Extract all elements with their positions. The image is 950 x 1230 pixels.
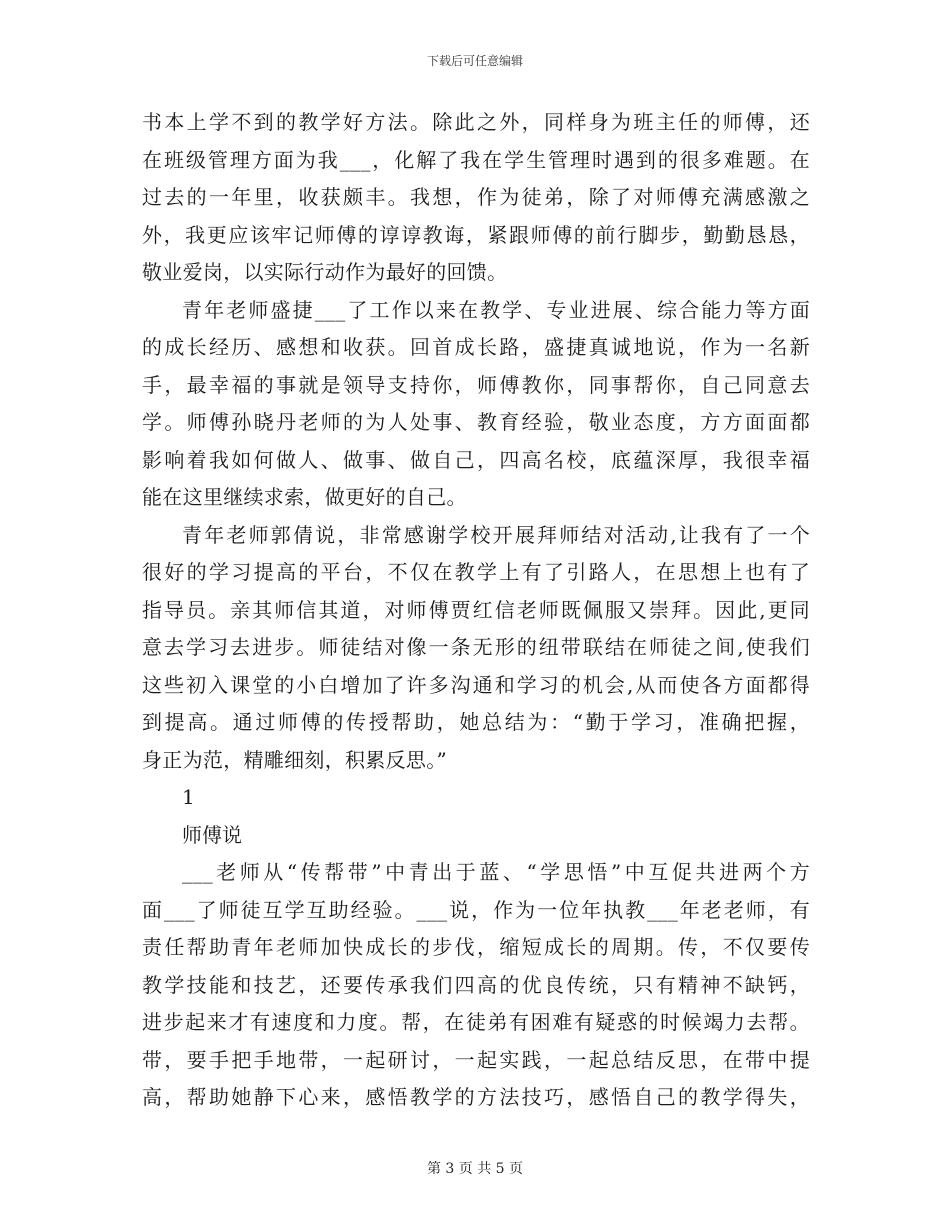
paragraph-3	[142, 517, 810, 780]
text-line: 学。师傅孙晓丹老师的为人处事、教育经验，敬业态度，方方面面都	[142, 410, 810, 434]
text-line: ___老师从“传帮带”中青出于蓝、“学思悟”中互促共进两个方	[182, 860, 810, 884]
text-line: 意去学习去进步。师徒结对像一条无形的纽带联结在师徒之间,使我们	[142, 635, 810, 659]
text-line: 在班级管理方面为我___，化解了我在学生管理时遇到的很多难题。在	[142, 147, 810, 172]
section-heading: 师傅说	[182, 822, 242, 847]
text-line: 责任帮助青年老师加快成长的步伐，缩短成长的周期。传，不仅要传	[142, 935, 810, 959]
text-line: 高，帮助她静下心来，感悟教学的方法技巧，感悟自己的教学得失，	[142, 1085, 810, 1109]
paragraph-2	[142, 292, 810, 517]
text-line: 书本上学不到的教学好方法。除此之外，同样身为班主任的师傅，还	[142, 110, 810, 134]
text-line: 教学技能和技艺，还要传承我们四高的优良传统，只有精神不缺钙，	[142, 972, 810, 997]
page-footer: 第 3 页 共 5 页	[426, 1161, 524, 1177]
text-line: 青年老师郭倩说，非常感谢学校开展拜师结对活动,让我有了一个	[182, 522, 810, 547]
text-line: 面___了师徒互学互助经验。___说，作为一位年执教___年老老师，有	[142, 897, 810, 922]
text-line: 能在这里继续求索，做更好的自己。	[142, 485, 467, 509]
text-line: 进步起来才有速度和力度。帮，在徒弟有困难有疑惑的时候竭力去帮。	[142, 1010, 810, 1034]
text-line: 手，最幸福的事就是领导支持你，师傅教你，同事帮你，自己同意去	[142, 372, 810, 397]
text-line: 带，要手把手地带，一起研讨，一起实践，一起总结反思，在带中提	[142, 1047, 810, 1072]
text-line: 到提高。通过师傅的传授帮助，她总结为：“勤于学习，准确把握，	[142, 710, 810, 734]
text-line: 的成长经历、感想和收获。回首成长路，盛捷真诚地说，作为一名新	[142, 335, 810, 359]
text-line: 外，我更应该牢记师傅的谆谆教诲，紧跟师傅的前行脚步，勤勤恳恳，	[142, 222, 810, 247]
text-line: 影响着我如何做人、做事、做自己，四高名校，底蕴深厚，我很幸福	[142, 447, 810, 472]
document-body	[142, 104, 810, 1117]
paragraph-4	[142, 854, 810, 1117]
paragraph-1	[142, 104, 810, 292]
text-line: 身正为范，精雕细刻，积累反思。”	[142, 747, 448, 772]
text-line: 这些初入课堂的小白增加了许多沟通和学习的机会,从而使各方面都得	[142, 672, 810, 697]
page-header: 下载后可任意编辑	[426, 54, 523, 68]
text-line: 青年老师盛捷___了工作以来在教学、专业进展、综合能力等方面	[182, 297, 810, 322]
text-line: 很好的学习提高的平台，不仅在教学上有了引路人，在思想上也有了	[142, 560, 810, 584]
section-number: 1	[182, 785, 195, 809]
text-line: 敬业爱岗，以实际行动作为最好的回馈。	[142, 260, 508, 284]
text-line: 过去的一年里，收获颇丰。我想，作为徒弟，除了对师傅充满感激之	[142, 185, 810, 209]
text-line: 指导员。亲其师信其道，对师傅贾红信老师既佩服又崇拜。因此,更同	[142, 597, 810, 622]
